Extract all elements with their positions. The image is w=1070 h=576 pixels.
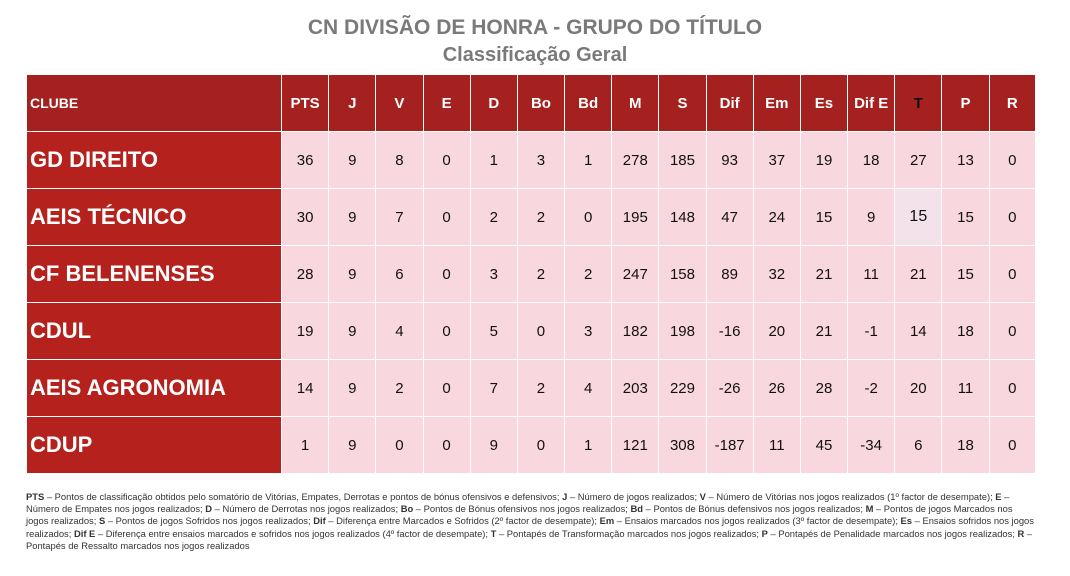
stat-cell: 0 (989, 246, 1035, 303)
stat-cell: 11 (753, 417, 800, 474)
stat-cell: 148 (659, 189, 706, 246)
column-header-r: R (989, 75, 1035, 132)
stat-cell: 0 (517, 303, 564, 360)
stat-cell: 1 (282, 417, 329, 474)
stat-cell: 21 (895, 246, 942, 303)
column-header-d: D (470, 75, 517, 132)
legend-abbr: P (761, 527, 768, 539)
legend-abbr: S (98, 515, 106, 527)
stat-cell: 19 (800, 132, 847, 189)
stat-cell: 0 (517, 417, 564, 474)
stat-cell: 0 (423, 132, 470, 189)
stat-cell: 13 (942, 132, 989, 189)
stat-cell: -1 (848, 303, 895, 360)
stat-cell: 15 (942, 189, 989, 246)
legend-abbr: T (490, 527, 497, 539)
stat-cell: 9 (848, 189, 895, 246)
stat-cell: 0 (423, 303, 470, 360)
legend-abbr: Em (599, 515, 615, 527)
stat-cell: 1 (565, 417, 612, 474)
stat-cell: 4 (376, 303, 423, 360)
stat-cell: 9 (329, 189, 376, 246)
stat-cell: 185 (659, 132, 706, 189)
standings-body (27, 132, 1036, 474)
column-header-em: Em (753, 75, 800, 132)
stat-cell: 24 (753, 189, 800, 246)
stat-cell: 2 (470, 189, 517, 246)
stat-cell: 0 (989, 132, 1035, 189)
stat-cell: 0 (423, 360, 470, 417)
stat-cell: -34 (848, 417, 895, 474)
stat-cell: 7 (376, 189, 423, 246)
legend-text: – Pontapés de Penalidade marcados nos jogos realizados; (767, 527, 1018, 539)
legend-text: – Pontos de Bónus ofensivos nos jogos realizados; (413, 503, 631, 515)
column-header-p: P (942, 75, 989, 132)
stat-cell: 158 (659, 246, 706, 303)
stat-cell: 9 (470, 417, 517, 474)
table-header-row (27, 75, 1036, 132)
stat-cell: 18 (848, 132, 895, 189)
stat-cell: -2 (848, 360, 895, 417)
stat-cell: 278 (612, 132, 659, 189)
table-row (27, 303, 1036, 360)
club-name-cell: GD DIREITO (27, 132, 282, 189)
legend-text: – Pontapés de Transformação marcados nos jogos realizados; (496, 527, 762, 539)
stat-cell: 21 (800, 246, 847, 303)
legend-text: – Pontos de jogos Marcados nos jogos realizados; (26, 503, 1013, 527)
stat-cell: 3 (517, 132, 564, 189)
legend-abbr: Dif E (73, 527, 96, 539)
legend-abbr: R (1017, 527, 1025, 539)
legend-text: – Ensaios marcados nos jogos realizados (3º factor de desempate); (614, 515, 901, 527)
column-header-pts: PTS (282, 75, 329, 132)
stat-cell: 0 (423, 189, 470, 246)
legend-abbr: E (995, 491, 1002, 502)
legend-abbr: Dif (313, 515, 326, 527)
stat-cell: 229 (659, 360, 706, 417)
stat-cell: 30 (282, 189, 329, 246)
column-header-m: M (612, 75, 659, 132)
page-title: CN DIVISÃO DE HONRA - GRUPO DO TÍTULO (307, 16, 763, 39)
stat-cell: 3 (470, 246, 517, 303)
legend-text: – Número de Vitórias nos jogos realizados (1º factor de desempate); (705, 491, 996, 502)
column-header-e: E (423, 75, 470, 132)
stat-cell: 9 (329, 132, 376, 189)
stat-cell: 203 (612, 360, 659, 417)
stat-cell: 28 (282, 246, 329, 303)
stat-cell: 9 (329, 417, 376, 474)
stat-cell: 2 (517, 189, 564, 246)
legend-abbr: Es (900, 515, 913, 527)
page-subtitle: Classificação Geral (442, 44, 628, 66)
stat-cell: 2 (517, 246, 564, 303)
stat-cell: 18 (942, 303, 989, 360)
club-name-cell: CDUL (27, 303, 282, 360)
stat-cell: 308 (659, 417, 706, 474)
stat-cell: -187 (706, 417, 753, 474)
stat-cell: 8 (376, 132, 423, 189)
table-row (27, 246, 1036, 303)
stat-cell: 45 (800, 417, 847, 474)
stat-cell: 121 (612, 417, 659, 474)
table-row (27, 417, 1036, 474)
legend-text: – Pontapés de Ressalto marcados nos jogos realizados (26, 527, 1033, 551)
stat-cell: 15 (800, 189, 847, 246)
legend-text: – Pontos de jogos Sofridos nos jogos realizados; (105, 515, 314, 527)
stat-cell: 0 (989, 189, 1035, 246)
stat-cell: 36 (282, 132, 329, 189)
stat-cell: 21 (800, 303, 847, 360)
stat-cell: 0 (989, 303, 1035, 360)
legend-abbr: Bd (630, 503, 644, 515)
stat-cell: 28 (800, 360, 847, 417)
legend-text: – Diferença entre ensaios marcados e sofridos nos jogos realizados (4º factor de desempate); (95, 527, 491, 539)
stat-cell: 0 (565, 189, 612, 246)
stat-cell: 2 (376, 360, 423, 417)
stat-cell: 26 (753, 360, 800, 417)
stat-cell: 182 (612, 303, 659, 360)
legend-abbr: PTS (26, 491, 45, 502)
legend-abbr: J (562, 491, 568, 502)
club-name-cell: CDUP (27, 417, 282, 474)
column-header-bo: Bo (517, 75, 564, 132)
table-row (27, 360, 1036, 417)
column-header-dif: Dif (706, 75, 753, 132)
table-row (27, 132, 1036, 189)
legend-text: – Número de Empates nos jogos realizados; (26, 491, 1010, 515)
legend-text: – Ensaios sofridos nos jogos realizados; (26, 515, 1034, 539)
table-row (27, 189, 1036, 246)
stat-cell: 2 (517, 360, 564, 417)
stat-cell: 11 (848, 246, 895, 303)
stat-cell: 14 (282, 360, 329, 417)
stat-cell: 37 (753, 132, 800, 189)
stat-cell: 32 (753, 246, 800, 303)
stat-cell: 1 (565, 132, 612, 189)
stat-cell: 93 (706, 132, 753, 189)
stat-cell: -16 (706, 303, 753, 360)
stat-cell: 89 (706, 246, 753, 303)
legend-text: – Número de jogos realizados; (567, 491, 700, 502)
stat-cell: 1 (470, 132, 517, 189)
stat-cell: 47 (706, 189, 753, 246)
column-header-es: Es (800, 75, 847, 132)
stat-cell: 9 (329, 246, 376, 303)
legend-text: – Diferença entre Marcados e Sofridos (2º factor de desempate); (325, 515, 600, 527)
stat-cell: 7 (470, 360, 517, 417)
column-header-t: T (895, 75, 942, 132)
stat-cell: 20 (895, 360, 942, 417)
stat-cell: 3 (565, 303, 612, 360)
stat-cell: 4 (565, 360, 612, 417)
legend-abbr: D (205, 503, 213, 515)
legend-abbr: Bo (400, 503, 414, 515)
stat-cell: 20 (753, 303, 800, 360)
stat-cell: 0 (989, 417, 1035, 474)
legend (26, 491, 1036, 552)
column-header-j: J (329, 75, 376, 132)
stat-cell: 0 (423, 246, 470, 303)
stat-cell: 27 (895, 132, 942, 189)
stat-cell: 15 (895, 189, 942, 246)
column-header-s: S (659, 75, 706, 132)
club-name-cell: CF BELENENSES (27, 246, 282, 303)
stat-cell: 6 (376, 246, 423, 303)
stat-cell: 18 (942, 417, 989, 474)
standings-table (26, 74, 1036, 474)
legend-text: – Pontos de Bónus defensivos nos jogos realizados; (643, 503, 866, 515)
stat-cell: 19 (282, 303, 329, 360)
stat-cell: 9 (329, 303, 376, 360)
stat-cell: 195 (612, 189, 659, 246)
stat-cell: 6 (895, 417, 942, 474)
stat-cell: 5 (470, 303, 517, 360)
stat-cell: 2 (565, 246, 612, 303)
column-header-clube: CLUBE (27, 75, 282, 132)
stat-cell: 0 (423, 417, 470, 474)
stat-cell: 14 (895, 303, 942, 360)
stat-cell: 198 (659, 303, 706, 360)
legend-text: – Número de Derrotas nos jogos realizados; (212, 503, 401, 515)
club-name-cell: AEIS AGRONOMIA (27, 360, 282, 417)
legend-abbr: V (699, 491, 706, 502)
stat-cell: 247 (612, 246, 659, 303)
club-name-cell: AEIS TÉCNICO (27, 189, 282, 246)
stat-cell: 11 (942, 360, 989, 417)
column-header-v: V (376, 75, 423, 132)
legend-abbr: M (865, 503, 874, 515)
stat-cell: 15 (942, 246, 989, 303)
stat-cell: 9 (329, 360, 376, 417)
column-header-dif-e: Dif E (848, 75, 895, 132)
stat-cell: 0 (989, 360, 1035, 417)
column-header-bd: Bd (565, 75, 612, 132)
stat-cell: 0 (376, 417, 423, 474)
stat-cell: -26 (706, 360, 753, 417)
legend-text: – Pontos de classificação obtidos pelo somatório de Vitórias, Empates, Derrotas e pontos de bónus ofensivos e defensivos; (44, 491, 563, 502)
